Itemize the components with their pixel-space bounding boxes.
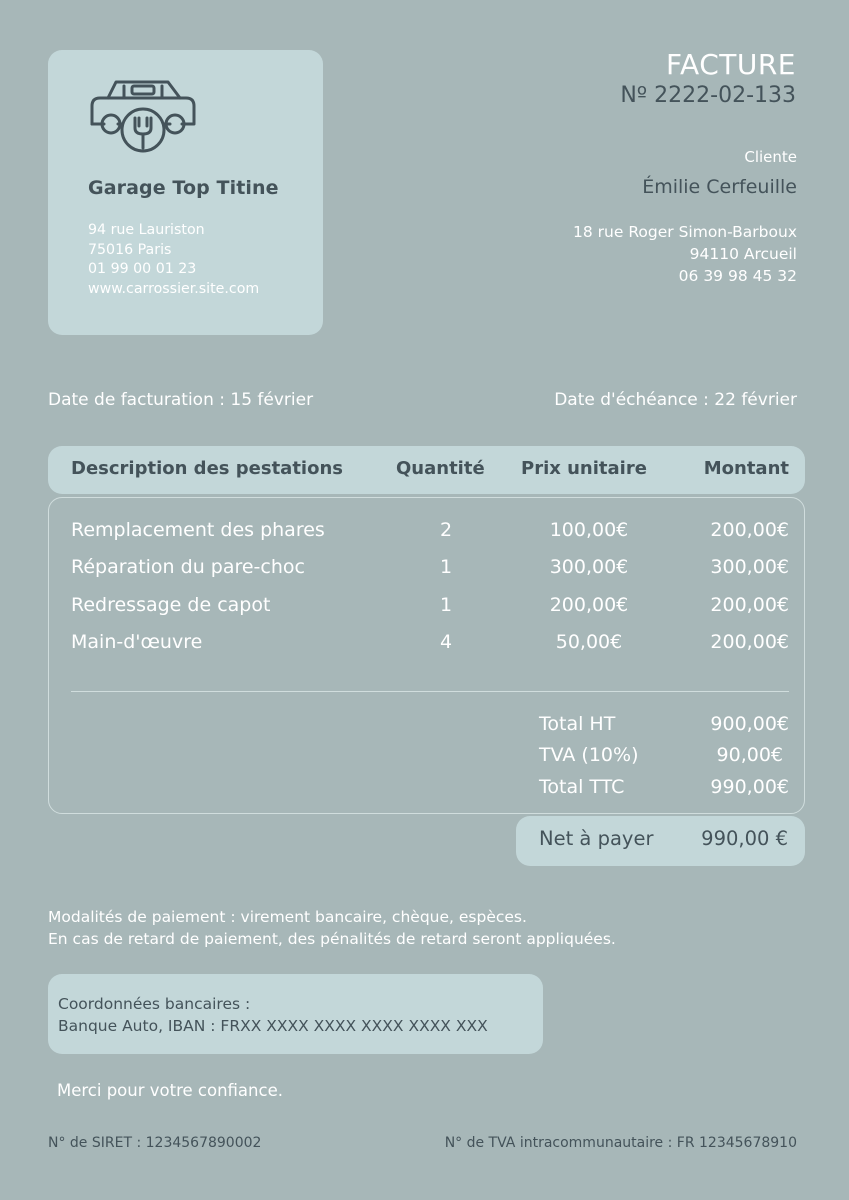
table-row — [49, 556, 804, 586]
terms-line1: Modalités de paiement : virement bancaire, chèque, espèces. — [48, 908, 527, 926]
header-quantity: Quantité — [396, 458, 485, 479]
header-amount: Montant — [703, 458, 789, 479]
row-quantity: 2 — [439, 519, 453, 541]
client-address-line2: 94110 Arcueil — [689, 245, 797, 263]
row-unit-price: 100,00€ — [549, 519, 629, 541]
row-unit-price: 300,00€ — [549, 556, 629, 578]
company-contact — [88, 221, 259, 299]
row-amount: 200,00€ — [710, 594, 789, 616]
header-description: Description des pestations — [71, 458, 343, 479]
thanks-message: Merci pour votre confiance. — [57, 1081, 283, 1100]
row-amount: 300,00€ — [710, 556, 789, 578]
table-row — [49, 519, 804, 549]
row-description: Réparation du pare-choc — [71, 556, 305, 578]
company-website: www.carrossier.site.com — [88, 280, 260, 297]
client-label: Cliente — [744, 148, 797, 166]
row-quantity: 4 — [439, 631, 453, 653]
due-date: Date d'échéance : 22 février — [554, 390, 797, 410]
row-unit-price: 50,00€ — [555, 631, 623, 653]
row-quantity: 1 — [439, 556, 453, 578]
client-contact — [573, 221, 797, 287]
invoice-title: FACTURE — [666, 48, 796, 81]
client-address-line1: 18 rue Roger Simon-Barboux — [573, 223, 797, 241]
total-ttc-value: 990,00€ — [710, 776, 789, 798]
net-label: Net à payer — [539, 827, 654, 850]
table-body — [48, 497, 805, 814]
net-value: 990,00 € — [701, 827, 788, 850]
header-unit-price: Prix unitaire — [521, 458, 647, 479]
company-address-line2: 75016 Paris — [88, 241, 172, 258]
siret-number: N° de SIRET : 1234567890002 — [48, 1135, 262, 1151]
company-phone: 01 99 00 01 23 — [88, 261, 197, 277]
client-phone: 06 39 98 45 32 — [678, 267, 797, 285]
row-quantity: 1 — [439, 594, 453, 616]
company-card — [48, 50, 323, 335]
totals-divider — [71, 691, 789, 692]
row-amount: 200,00€ — [710, 631, 789, 653]
total-ttc-label: Total TTC — [539, 776, 625, 798]
terms-line2: En cas de retard de paiement, des pénalités de retard seront appliquées. — [48, 930, 616, 948]
invoice-number: Nº 2222-02-133 — [620, 83, 796, 108]
company-name: Garage Top Titine — [88, 177, 279, 199]
client-name: Émilie Cerfeuille — [642, 176, 797, 198]
bank-title: Coordonnées bancaires : — [58, 995, 251, 1013]
bank-details-box — [48, 974, 543, 1054]
table-row — [49, 631, 804, 661]
row-description: Remplacement des phares — [71, 519, 325, 541]
billing-date: Date de facturation : 15 février — [48, 390, 314, 410]
car-wrench-icon — [86, 76, 200, 158]
tva-label: TVA (10%) — [539, 744, 639, 766]
company-address-line1: 94 rue Lauriston — [88, 222, 205, 238]
tva-value: 90,00€ — [716, 744, 783, 766]
payment-terms — [48, 906, 616, 950]
total-ht-label: Total HT — [539, 713, 616, 735]
row-amount: 200,00€ — [710, 519, 789, 541]
table-header — [48, 446, 805, 494]
total-ht-value: 900,00€ — [710, 713, 789, 735]
row-description: Redressage de capot — [71, 594, 271, 616]
table-row — [49, 594, 804, 624]
row-description: Main-d'œuvre — [71, 631, 203, 653]
row-unit-price: 200,00€ — [549, 594, 629, 616]
bank-iban: Banque Auto, IBAN : FRXX XXXX XXXX XXXX XXXX XXX — [58, 1017, 488, 1035]
vat-number: N° de TVA intracommunautaire : FR 12345678910 — [444, 1135, 797, 1151]
net-to-pay — [516, 816, 805, 866]
